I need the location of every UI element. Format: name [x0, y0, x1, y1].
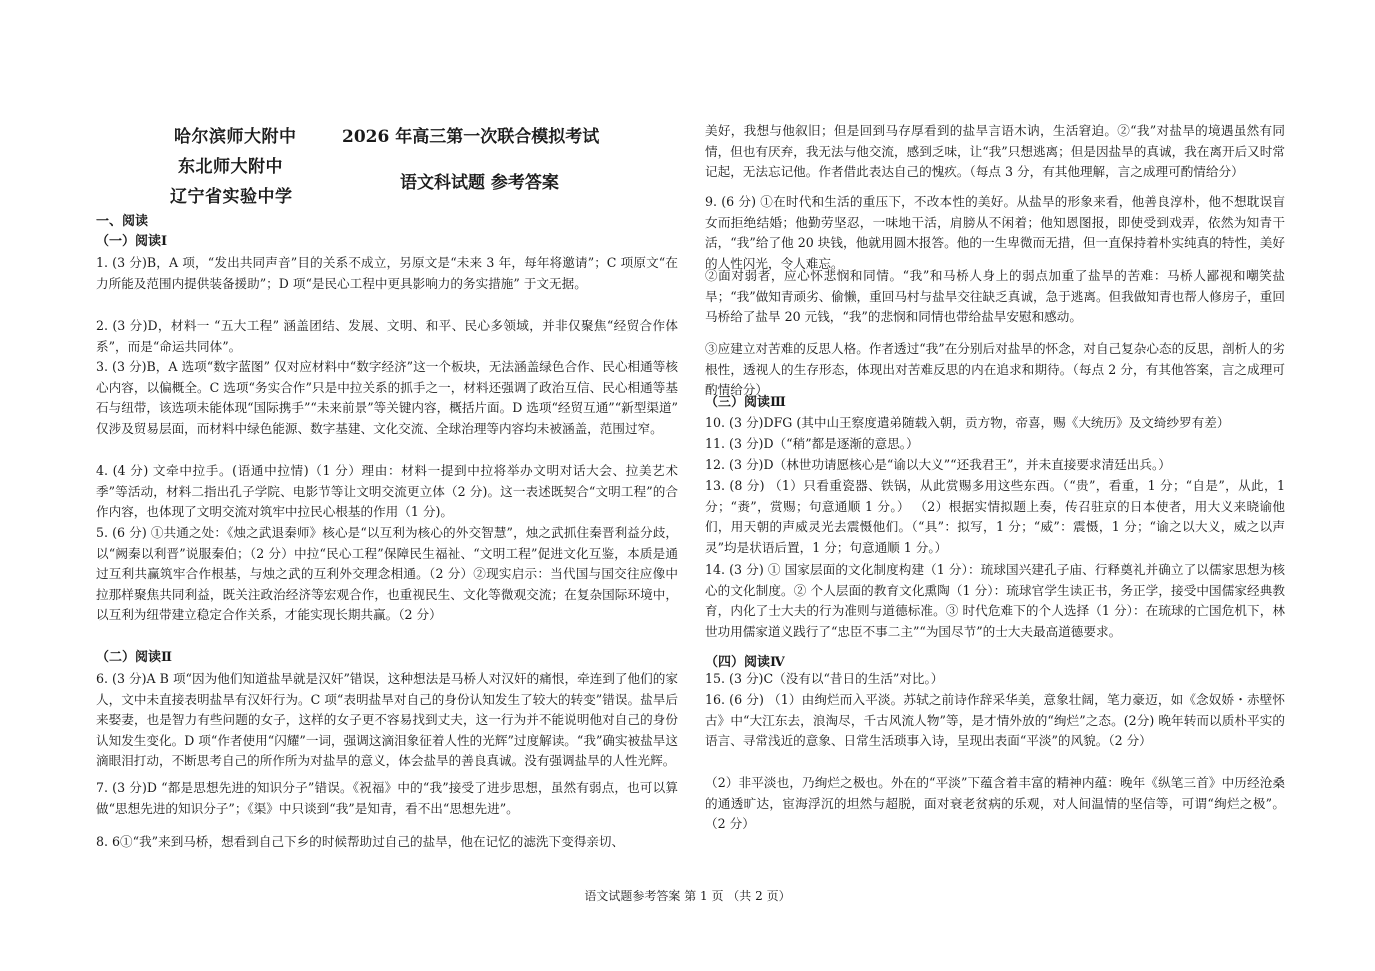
- answer-q15: 15. (3 分)C（没有以“昔日的生活”对比。）: [705, 671, 944, 686]
- subject-title: 语文科试题 参考答案: [400, 173, 559, 193]
- answer-q8-continued: 美好，我想与他叙旧；但是回到马存厚看到的盐旱言语木讷，生活窘迫。②“我”对盐旱的境遇虽然有同情，但也有厌弃，我无法与他交流，感到乏味，让“我”只想逃离；但是因盐旱的真诚，我在离开后又时常记起，无法忘记他。作者借此表达自己的愧疚。（每点 3 分，有其他理解，言之成理可酌情给分）: [705, 123, 1285, 180]
- subsection-reading-4: （四）阅读Ⅳ: [705, 655, 785, 670]
- school-name-3: 辽宁省实验中学: [170, 187, 293, 207]
- section-heading-reading: 一、阅读: [96, 214, 149, 229]
- answer-q9: 9. (6 分) ①在时代和生活的重压下，不改本性的美好。从盐旱的形象来看，他善良淳朴，他不想耽误盲女而拒绝结婚；他勤劳坚忍，一味地干活，肩膀从不闲着；他知恩图报，即使受到戏弄，依然为知青干活，“我”给了他 20 块钱，他就用圆木报答。他的一生卑微而无措，但一直保持着朴实纯真的特性，美好的人性闪光，令人难忘。: [705, 194, 1285, 271]
- school-name-1: 哈尔滨师大附中: [174, 127, 297, 147]
- subsection-reading-1: （一）阅读Ⅰ: [96, 234, 168, 249]
- subsection-reading-2: （二）阅读Ⅱ: [96, 650, 172, 665]
- answer-q9-point3: ③应建立对苦难的反思人格。作者透过“我”在分别后对盐旱的怀念，对自己复杂心态的反思，剖析人的劣根性，透视人的生存形态，体现出对苦难反思的内在追求和期待。（每点 2 分，有其他答案，言之成理可酌情给分）: [705, 341, 1285, 398]
- answer-q8: 8. 6①“我”来到马桥，想看到自己下乡的时候帮助过自己的盐旱，他在记忆的滤洗下变得亲切、: [96, 834, 625, 849]
- answer-q9-point2: ②面对弱者，应心怀悲悯和同情。“我”和马桥人身上的弱点加重了盐旱的苦难：马桥人鄙视和嘲笑盐旱；“我”做知青顽劣、偷懒，重回马村与盐旱交往缺乏真诚，急于逃离。但我做知青也帮人修房子，重回马桥给了盐旱 20 元钱，“我”的悲悯和同情也带给盐旱安慰和感动。: [705, 268, 1285, 325]
- answer-q10: 10. (3 分)DFG (其中山王察度遣弟随载入朝，贡方物，帝喜，赐《大统历》及文绮纱罗有差）: [705, 415, 1230, 430]
- exam-title: 2026 年高三第一次联合模拟考试: [342, 127, 600, 147]
- answer-q5: 5. (6 分) ①共通之处：《烛之武退秦师》核心是“以互利为核心的外交智慧”，烛之武抓住秦晋利益分歧，以“阙秦以利晋”说服秦伯；（2 分）中拉“民心工程”保障民生福祉、“文明工程”促进文化互鉴，本质是通过互利共赢筑牢合作根基，与烛之武的互利外交理念相通。（2 分）②现实启示：当代国与国交往应像中拉那样聚焦共同利益，既关注政治经济等宏观合作，也重视民生、文化等微观交流；在复杂国际环境中，以互利为纽带建立稳定合作关系，才能实现长期共赢。（2 分）: [96, 525, 678, 623]
- answer-q14: 14. (3 分) ① 国家层面的文化制度构建（1 分）：琉球国兴建孔子庙、行释奠礼并确立了以儒家思想为核心的文化制度。② 个人层面的教育文化熏陶（1 分）：琉球官学生读正书，务正学，接受中国儒家经典教育，内化了士大夫的行为准则与道德标准。③ 时代危难下的个人选择（1 分）：在琉球的亡国危机下，林世功用儒家道义践行了“忠臣不事二主”“为国尽节”的士大夫最高道德要求。: [705, 562, 1285, 639]
- answer-q4: 4. (4 分) 文牵中拉手。(语通中拉情)（1 分）理由：材料一提到中拉将举办文明对话大会、拉美艺术季”等活动，材料二指出孔子学院、电影节等让文明交流更立体（2 分)。这一表述既契合“文明工程”的合作内容，也体现了文明交流对筑牢中拉民心根基的作用（1 分)。: [96, 463, 678, 520]
- answer-q16-point2: （2）非平淡也，乃绚烂之极也。外在的“平淡”下蕴含着丰富的精神内蕴：晚年《纵笔三首》中历经沧桑的通透旷达，宦海浮沉的坦然与超脱，面对衰老贫病的乐观，对人间温情的坚信等，可谓“绚烂之极”。（2 分）: [705, 775, 1285, 832]
- answer-q3: 3. (3 分)B，A 选项“数字蓝图” 仅对应材料中“数字经济”这一个板块，无法涵盖绿色合作、民心相通等核心内容，以偏概全。C 选项“务实合作”只是中拉关系的抓手之一，材料还强调了政治互信、民心相通等基石与纽带，该选项未能体现“国际携手”“未来前景”等关键内容，概括片面。D 选项“经贸互通”“新型渠道” 仅涉及贸易层面，而材料中绿色能源、数字基建、文化交流、全球治理等内容均未被涵盖，范围过窄。: [96, 359, 678, 436]
- answer-q7: 7. (3 分)D “都是思想先进的知识分子”错误。《祝福》中的“我”接受了进步思想，虽然有弱点，也可以算做“思想先进的知识分子”；《渠》中只谈到“我”是知青，看不出“思想先进”。: [96, 780, 678, 816]
- subsection-reading-3: （三）阅读Ⅲ: [705, 395, 786, 410]
- document-header: [96, 118, 696, 213]
- page-footer: 语文试题参考答案 第 1 页 （共 2 页）: [584, 889, 791, 903]
- answer-q16: 16. (6 分) （1）由绚烂而入平淡。苏轼之前诗作辞采华美，意象壮阔，笔力豪迈，如《念奴娇・赤壁怀古》中“大江东去，浪淘尽，千古风流人物”等，是才情外放的“绚烂”之态。(2分) 晚年转而以质朴平实的语言、寻常浅近的意象、日常生活琐事入诗，呈现出表面“平淡”的风貌。（2 分）: [705, 692, 1285, 749]
- answer-q13: 13. (8 分) （1）只看重瓷器、铁锅，从此赏赐多用这些东西。（“贵”，看重，1 分；“自是”，从此，1 分；“赉”，赏赐；句意通顺 1 分。） （2）根据实情拟题上奏，传召驻京的日本使者，用大义来晓谕他们，用天朝的声威灵光去震慑他们。（“具”：拟写，1 分；“威”：震慑，1 分；“谕之以大义，威之以声灵”均是状语后置，1 分；句意通顺 1 分。）: [705, 478, 1285, 555]
- answer-q12: 12. (3 分)D（林世功请愿核心是“谕以大义”“还我君王”，并未直接要求清廷出兵。）: [705, 457, 1171, 472]
- school-name-2: 东北师大附中: [178, 157, 283, 177]
- answer-q6: 6. (3 分)A B 项“因为他们知道盐旱就是汉奸”错误，这种想法是马桥人对汉奸的痛恨，牵连到了他们的家人，文中未直接表明盐旱有汉奸行为。C 项“表明盐旱对自己的身份认知发生了较大的转变”错误。盐旱后来娶妻，也是智力有些问题的女子，这样的女子更不容易找到丈夫，这一行为并不能说明他对自己的身份认知发生变化。D 项“作者使用“闪耀”一词，强调这滴泪象征着人性的光辉”过度解读。“我”确实被盐旱这滴眼泪打动，不断思考自己的所作所为对盐旱的意义，体会盐旱的善良真诚。没有强调盐旱的人性光辉。: [96, 671, 678, 769]
- answer-q11: 11. (3 分)D（“稍”都是逐渐的意思。）: [705, 436, 919, 451]
- answer-q1: 1. (3 分)B，A 项，“发出共同声音”目的关系不成立，另原文是“未来 3 年，每年将邀请”；C 项原文“在力所能及范围内提供装备援助”；D 项“是民心工程中更具影响力的务实措施” 于文无据。: [96, 255, 678, 291]
- answer-q2: 2. (3 分)D，材料一 “五大工程” 涵盖团结、发展、文明、和平、民心多领域，并非仅聚焦“经贸合作体系”，而是“命运共同体”。: [96, 318, 678, 354]
